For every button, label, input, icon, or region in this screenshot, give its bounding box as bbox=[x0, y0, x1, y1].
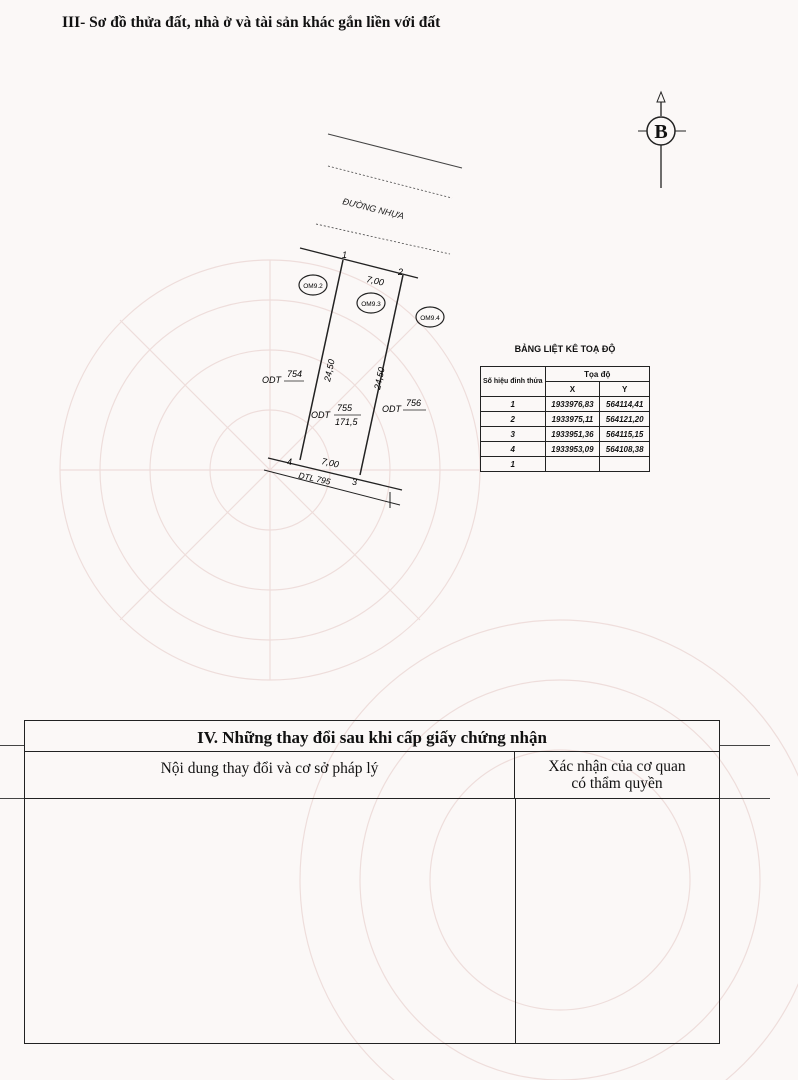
table-row bbox=[481, 397, 650, 412]
right-parcel-number: 756 bbox=[406, 398, 422, 408]
header-vertex: Số hiệu đỉnh thửa bbox=[481, 367, 546, 397]
vertex-4-label: 4 bbox=[287, 457, 293, 467]
coord-table-title: BẢNG LIỆT KÊ TOẠ ĐỘ bbox=[514, 344, 616, 354]
marker-om9-3: OM9.3 bbox=[361, 301, 381, 308]
vertex-id: 1 bbox=[481, 397, 546, 412]
vertex-1-label: 1 bbox=[342, 250, 348, 260]
coord-table bbox=[480, 366, 650, 472]
changes-table bbox=[24, 720, 720, 1044]
compass-letter: B bbox=[654, 121, 668, 143]
coord-y: 564108,38 bbox=[600, 442, 650, 457]
confirm-cell[interactable] bbox=[516, 799, 719, 1043]
main-parcel-type: ODT bbox=[311, 410, 330, 420]
top-edge-length: 7,00 bbox=[365, 274, 385, 288]
vertex-3-label: 3 bbox=[352, 477, 358, 487]
table-row bbox=[481, 457, 650, 472]
marker-om9-2: OM9.2 bbox=[303, 283, 323, 290]
col-content-header: Nội dung thay đổi và cơ sở pháp lý bbox=[25, 752, 515, 798]
table-row bbox=[481, 427, 650, 442]
col-confirm-line2: có thẩm quyền bbox=[571, 775, 663, 792]
coord-x bbox=[545, 457, 600, 472]
north-arrow-icon bbox=[630, 88, 700, 198]
plot-diagram bbox=[240, 120, 470, 520]
coord-x: 1933975,11 bbox=[545, 412, 600, 427]
right-parcel-type: ODT bbox=[382, 404, 401, 414]
coord-x: 1933951,36 bbox=[545, 427, 600, 442]
content-cell[interactable] bbox=[25, 799, 516, 1043]
table-row bbox=[481, 412, 650, 427]
vertex-id: 3 bbox=[481, 427, 546, 442]
coord-y: 564115,15 bbox=[600, 427, 650, 442]
vertex-id: 2 bbox=[481, 412, 546, 427]
main-parcel-number: 755 bbox=[337, 403, 353, 413]
bottom-edge-length: 7,00 bbox=[320, 456, 340, 470]
coord-y: 564121,20 bbox=[600, 412, 650, 427]
table-row bbox=[481, 442, 650, 457]
main-parcel-area: 171,5 bbox=[335, 417, 358, 427]
vertex-2-label: 2 bbox=[398, 267, 404, 277]
coord-y bbox=[600, 457, 650, 472]
header-x: X bbox=[545, 382, 600, 397]
right-edge-length: 24,50 bbox=[372, 366, 387, 391]
header-y: Y bbox=[600, 382, 650, 397]
road-parcel-label: DTL 795 bbox=[297, 470, 332, 487]
coord-x: 1933976,83 bbox=[545, 397, 600, 412]
col-confirm-header bbox=[515, 752, 719, 798]
left-edge-length: 24,50 bbox=[322, 358, 337, 383]
col-confirm-line1: Xác nhận của cơ quan bbox=[548, 758, 686, 775]
road-label: ĐƯỜNG NHỰA bbox=[341, 196, 406, 222]
left-parcel-number: 754 bbox=[287, 369, 303, 379]
vertex-id: 1 bbox=[481, 457, 546, 472]
vertex-id: 4 bbox=[481, 442, 546, 457]
marker-om9-4: OM9.4 bbox=[420, 315, 440, 322]
section-iii-title: III- Sơ đồ thửa đất, nhà ở và tài sản khác gắn liền với đất bbox=[62, 14, 441, 31]
coord-x: 1933953,09 bbox=[545, 442, 600, 457]
left-parcel-type: ODT bbox=[262, 375, 281, 385]
coord-y: 564114,41 bbox=[600, 397, 650, 412]
header-coords: Tọa độ bbox=[545, 367, 649, 382]
section-iv-title: IV. Những thay đổi sau khi cấp giấy chứng nhận bbox=[25, 721, 719, 752]
